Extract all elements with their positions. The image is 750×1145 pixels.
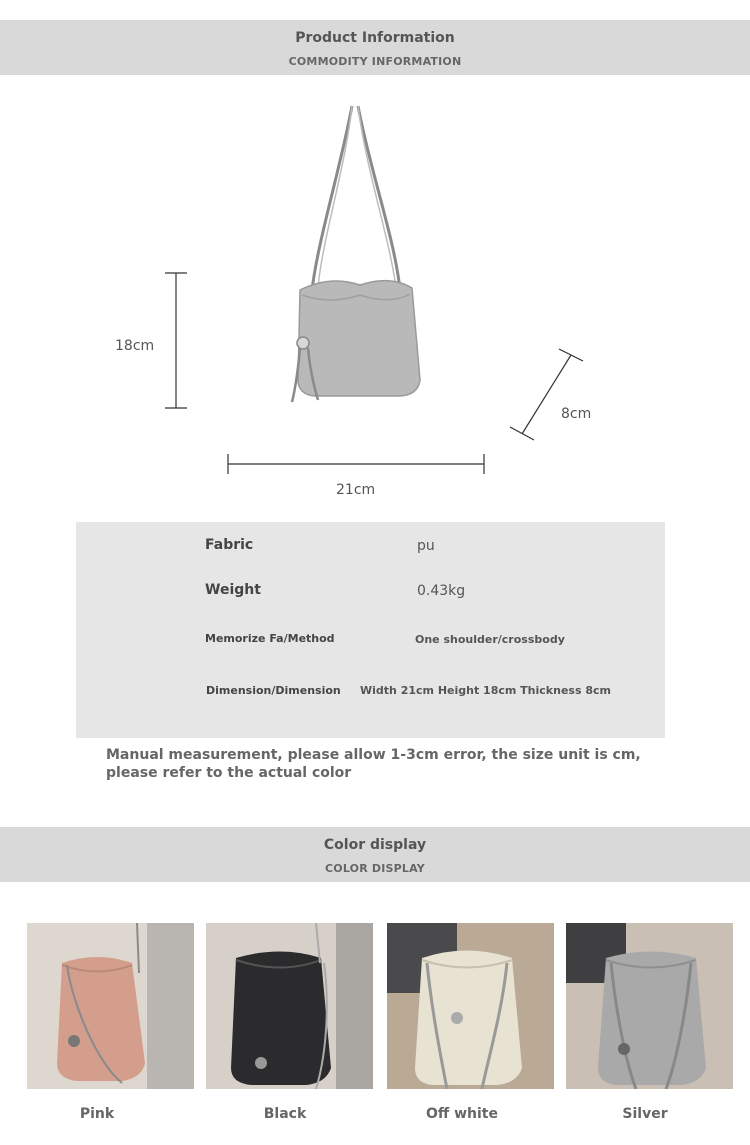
- spec-method-value: One shoulder/crossbody: [415, 633, 565, 646]
- color-name-black: Black: [263, 1106, 307, 1122]
- width-label: 21cm: [336, 482, 376, 498]
- color-name-pink: Pink: [79, 1106, 115, 1122]
- height-label: 18cm: [115, 338, 155, 354]
- spec-weight-value: 0.43kg: [417, 583, 466, 599]
- spec-fabric-label: Fabric: [205, 537, 254, 553]
- color-swatch-black[interactable]: [206, 923, 373, 1089]
- bag-body-icon: [292, 281, 420, 402]
- spec-weight-label: Weight: [205, 582, 261, 598]
- product-info-title: Product Information: [295, 30, 455, 46]
- silver-bag-icon: [566, 923, 733, 1089]
- color-name-off-white: Off white: [425, 1106, 498, 1122]
- measurement-note: Manual measurement, please allow 1-3cm error, the size unit is cm, please refer to the actual color: [106, 747, 641, 781]
- color-display-header: [0, 827, 750, 882]
- thickness-label: 8cm: [561, 406, 592, 422]
- product-info-subtitle: COMMODITY INFORMATION: [288, 55, 462, 68]
- spec-fabric-value: pu: [417, 538, 435, 554]
- color-display-subtitle: COLOR DISPLAY: [325, 862, 425, 875]
- thickness-dimension-line: [510, 349, 583, 440]
- spec-dimension-value: Width 21cm Height 18cm Thickness 8cm: [360, 684, 611, 697]
- color-display-title: Color display: [323, 837, 427, 853]
- color-swatch-off-white[interactable]: [387, 923, 554, 1089]
- spec-dimension-label: Dimension/Dimension: [206, 684, 341, 697]
- pink-bag-icon: [27, 923, 194, 1089]
- off-white-bag-icon: [387, 923, 554, 1089]
- black-bag-icon: [206, 923, 373, 1089]
- color-swatch-pink[interactable]: [27, 923, 194, 1089]
- color-swatch-silver[interactable]: [566, 923, 733, 1089]
- width-dimension-line: [228, 454, 484, 474]
- product-info-header: [0, 20, 750, 75]
- product-dimension-diagram: [0, 90, 750, 510]
- color-name-silver: Silver: [622, 1106, 668, 1122]
- bag-strap-icon: [312, 106, 400, 290]
- spec-method-label: Memorize Fa/Method: [205, 632, 335, 645]
- height-dimension-line: [165, 273, 187, 408]
- spec-table: [76, 522, 665, 738]
